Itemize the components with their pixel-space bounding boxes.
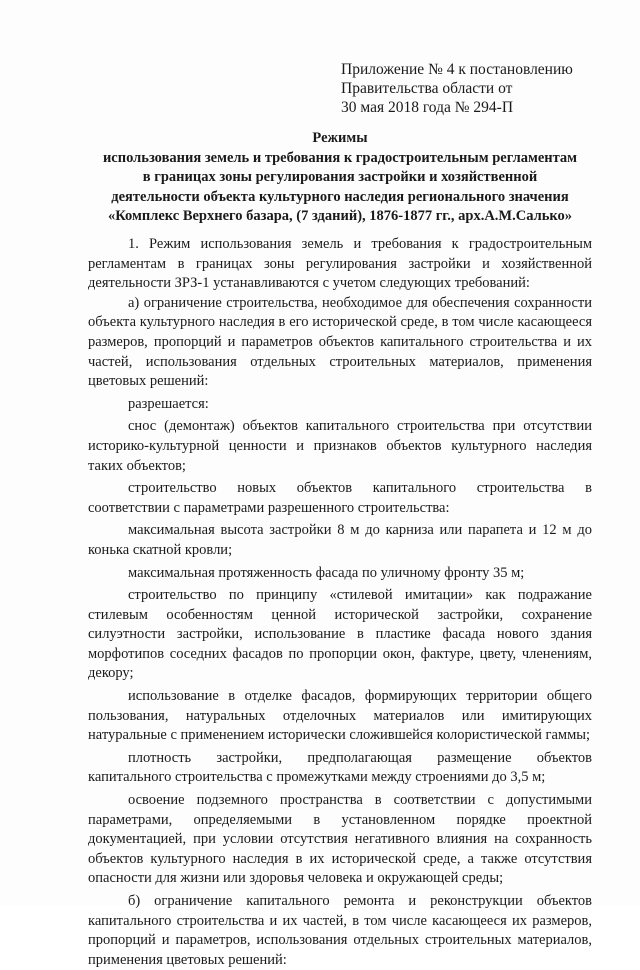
paragraph: строительство по принципу «стилевой имитации» как подражание стилевым особенностям ценной исторической застройки, сохранение силуэтности застройки, использование в пластике фасада нового здания морфотипов соседних фасадов по пропорции окон, фактуре, цвету, членениям, декору; xyxy=(88,587,592,682)
paragraph: использование в отделке фасадов, формирующих территории общего пользования, натуральных отделочных материалов или имитирующих натуральные с применением исторически сложившейся колористической гаммы; xyxy=(88,688,592,744)
paragraph: 1. Режим использования земель и требования к градостроительным регламентам в границах зоны регулирования застройки и хозяйственной деятельности ЗРЗ-1 устанавливаются с учетом следующих требований: xyxy=(88,236,592,292)
title-line: в границах зоны регулирования застройки и хозяйственной xyxy=(142,169,538,185)
paragraph: плотность застройки, предполагающая размещение объектов капитального строительства с промежутками между строениями до 3,5 м; xyxy=(88,749,592,786)
paragraph: строительство новых объектов капитального строительства в соответствии с параметрами разрешенного строительства: xyxy=(88,480,592,516)
document-body xyxy=(88,235,592,970)
title-line: Режимы xyxy=(312,130,368,146)
paragraph: освоение подземного пространства в соответствии с допустимыми параметрами, определяемыми в установленном порядке проектной документацией, при условии отсутствия негативного влияния на сохранность объектов культурного наследия в их исторической среде, а также отсутствия опасности для жизни или здоровья человека и окружающей среды; xyxy=(88,792,592,887)
title-line: использования земель и требования к градостроительным регламентам xyxy=(102,149,578,166)
title-line: «Комплекс Верхнего базара, (7 зданий), 1876-1877 гг., арх.А.М.Салько» xyxy=(107,208,573,224)
appendix-header xyxy=(341,60,621,117)
appendix-line: Приложение № 4 к постановлению xyxy=(341,61,573,78)
paragraph: максимальная протяженность фасада по уличному фронту 35 м; xyxy=(128,564,525,581)
document-title xyxy=(80,129,600,227)
paragraph: б) ограничение капитального ремонта и реконструкции объектов капитального строительства и их частей, в том числе касающееся их размеров, пропорций и параметров, использования отдельных строительных материалов, применения цветовых решений: xyxy=(88,893,592,968)
appendix-line: 30 мая 2018 года № 294-П xyxy=(341,99,514,116)
paragraph: максимальная высота застройки 8 м до карниза или парапета и 12 м до конька скатной кровли; xyxy=(88,522,592,558)
appendix-line: Правительства области от xyxy=(341,80,513,97)
paragraph: разрешается: xyxy=(128,395,209,412)
paragraph: снос (демонтаж) объектов капитального строительства при отсутствии историко-культурной ценности и признаков объектов культурного наследия таких объектов; xyxy=(88,418,592,474)
paragraph: а) ограничение строительства, необходимое для обеспечения сохранности объекта культурного наследия в его исторической среде, в том числе касающееся размеров, пропорций и параметров объектов капитального строительства и их частей, использования отдельных строительных материалов, применения цветовых решений: xyxy=(88,294,592,390)
title-line: деятельности объекта культурного наследия регионального значения xyxy=(111,188,569,205)
